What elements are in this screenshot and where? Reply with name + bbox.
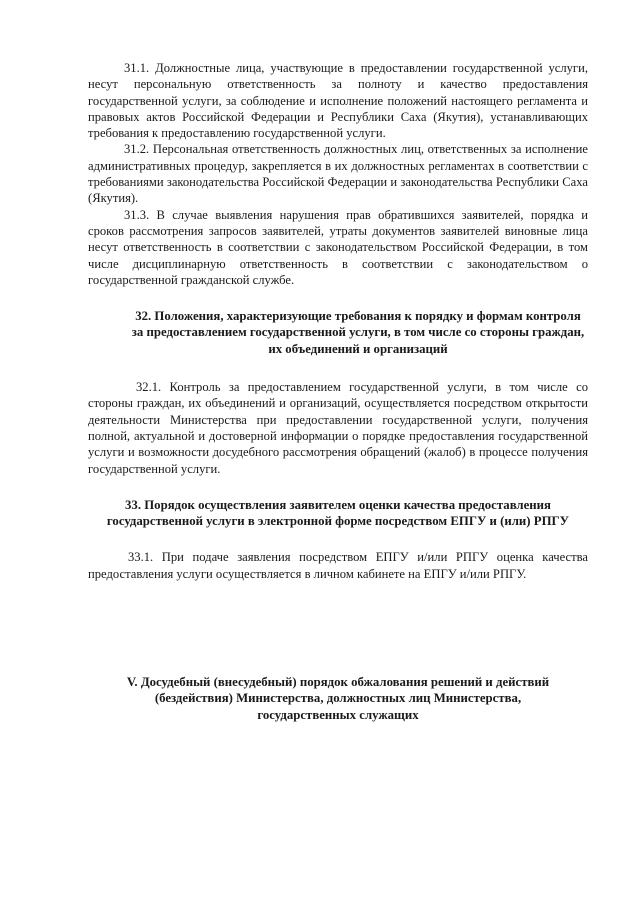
section-heading-33: 33. Порядок осуществления заявителем оценки качества предоставления государственной услуги в электронной форме посредством ЕПГУ и (или) РПГУ (106, 497, 570, 529)
document-page (88, 60, 588, 723)
paragraph-33-1: 33.1. При подаче заявления посредством ЕПГУ и/или РПГУ оценка качества предоставления услуги осуществляется в личном кабинете на ЕПГУ и/или РПГУ. (88, 550, 588, 581)
paragraph-31-2: 31.2. Персональная ответственность должностных лиц, ответственных за исполнение административных процедур, закрепляется в их должностных регламентах в соответствии с требованиями законодательства Российской Федерации и законодательства Республики Саха (Якутия). (88, 142, 588, 206)
paragraph-31-3: 31.3. В случае выявления нарушения прав обратившихся заявителей, порядка и сроков рассмотрения запросов заявителей, утраты документов заявителей виновные лица несут ответственность в соответствии с законодательством Российской Федерации, в том числе дисциплинарную ответственность в соответствии с законодательством о государственной гражданской службе. (88, 207, 588, 287)
paragraph-31-1: 31.1. Должностные лица, участвующие в предоставлении государственной услуги, несут персональную ответственность за полноту и качество предоставления государственной услуги, за соблюдение и исполнение положений настоящего регламента и правовых актов Российской Федерации и Республики Саха (Якутия), устанавливающих требования к предоставлению государственной услуги. (88, 61, 588, 141)
paragraph-32-1: 32.1. Контроль за предоставлением государственной услуги, в том числе со стороны граждан, их объединений и организаций, осуществляется посредством открытости деятельности Министерства при предоставлении государственной услуги, получения полной, актуальной и достоверной информации о порядке предоставления государственной услуги и возможности досудебного рассмотрения обращений (жалоб) в процессе получения государственной услуги. (88, 380, 588, 476)
section-heading-32: 32. Положения, характеризующие требования к порядку и формам контроля за предоставлением государственной услуги, в том числе со стороны граждан, их объединений и организаций (131, 309, 585, 356)
chapter-heading-v: V. Досудебный (внесудебный) порядок обжалования решений и действий (бездействия) Министерства, должностных лиц Министерства, государственных служащих (126, 675, 550, 722)
